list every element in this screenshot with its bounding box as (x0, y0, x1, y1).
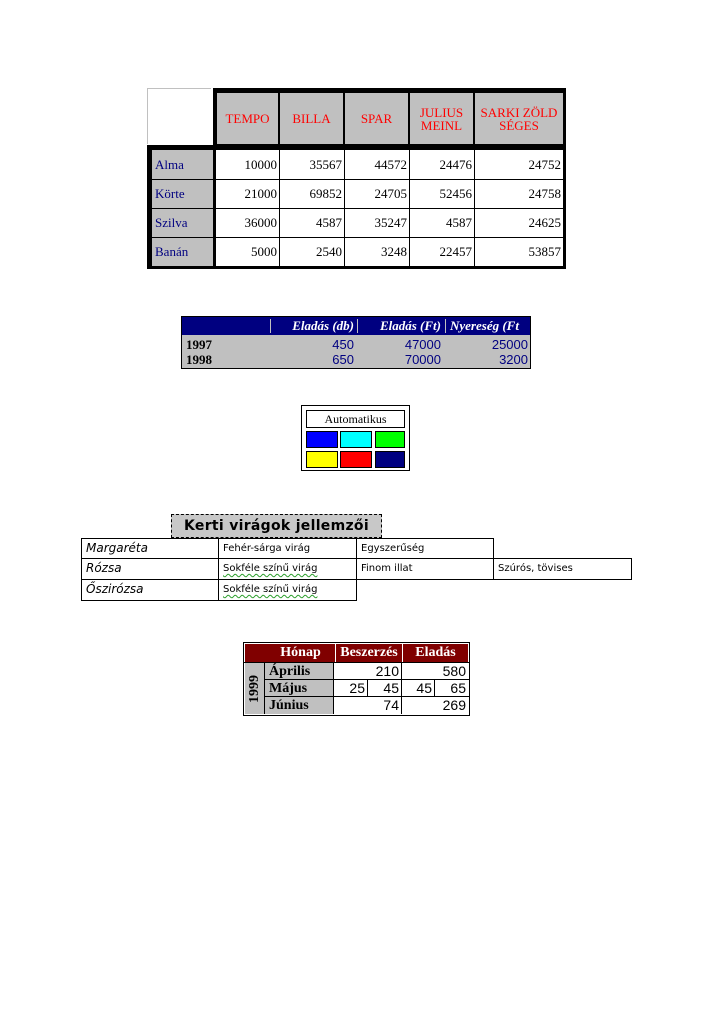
yearly-sales-table (181, 316, 531, 369)
table-cell: 650 (332, 352, 354, 367)
flower-table-title: Kerti virágok jellemzői (171, 514, 382, 538)
yearly-sales-header (182, 317, 530, 335)
flower-cell (218, 579, 357, 601)
table-cell: 21000 (216, 180, 279, 208)
column-header-julius-meinl: JULIUS MEINL (410, 93, 473, 144)
table-cell: 47000 (404, 337, 441, 352)
table-cell: 53857 (475, 238, 563, 266)
table-cell: 22457 (410, 238, 474, 266)
column-header-eladas-ft: Eladás (Ft) (379, 318, 441, 333)
row-year-1997: 1997 (186, 337, 212, 352)
table-cell: 3248 (345, 238, 409, 266)
swatch-yellow[interactable] (306, 451, 338, 468)
monthly-table (243, 642, 470, 716)
table-cell: 5000 (216, 238, 279, 266)
store-header-row (213, 88, 566, 145)
month-may: Május (265, 680, 334, 697)
row-header-alma: Alma (152, 150, 213, 179)
table-cell: 24752 (475, 150, 563, 179)
table-cell: 269 (442, 697, 466, 713)
table-cell: 45 (383, 680, 399, 696)
flower-name-cell: Őszirózsa (81, 579, 219, 601)
flower-cell: Finom illat (356, 558, 494, 580)
row-year-1998: 1998 (186, 352, 212, 367)
flower-cell (218, 558, 357, 580)
table-cell: 36000 (216, 209, 279, 237)
table-cell: 70000 (404, 352, 441, 367)
store-table-body (147, 145, 566, 269)
table-cell: 4587 (410, 209, 474, 237)
flower-name-cell: Rózsa (81, 558, 219, 580)
column-header-sarki-zoldseges: SARKI ZÖLDSÉGES (475, 93, 563, 144)
table-cell: 69852 (280, 180, 344, 208)
table-cell: 450 (332, 337, 354, 352)
year-cell (245, 663, 265, 714)
column-header-eladas-db: Eladás (db) (292, 318, 354, 333)
table-cell: 3200 (499, 352, 528, 367)
flower-cell: Egyszerűség (356, 538, 494, 559)
column-header-honap: Hónap (280, 645, 321, 660)
month-june: Június (265, 697, 334, 714)
column-header-spar: SPAR (345, 93, 408, 144)
swatch-red[interactable] (340, 451, 372, 468)
row-header-szilva: Szilva (152, 209, 213, 237)
table-cell: 45 (416, 680, 432, 696)
table-cell: 10000 (216, 150, 279, 179)
flower-name-cell: Margaréta (81, 538, 219, 559)
flower-cell-text: Sokféle színű virág (223, 584, 318, 595)
table-cell: 35247 (345, 209, 409, 237)
table-cell: 4587 (280, 209, 344, 237)
table-cell: 24758 (475, 180, 563, 208)
flower-cell: Fehér-sárga virág (218, 538, 357, 559)
flower-cell-text: Sokféle színű virág (223, 563, 318, 574)
table-cell: 24705 (345, 180, 409, 208)
column-header-billa: BILLA (280, 93, 343, 144)
flower-cell: Szúrós, tövises (493, 558, 632, 580)
table-cell: 210 (375, 663, 399, 679)
table-cell: 24625 (475, 209, 563, 237)
table-cell: 25 (349, 680, 365, 696)
automatic-color-button[interactable]: Automatikus (306, 410, 405, 428)
table-cell: 2540 (280, 238, 344, 266)
column-header-eladas: Eladás (415, 645, 456, 660)
swatch-cyan[interactable] (340, 431, 372, 448)
month-april: Április (265, 663, 334, 680)
table-cell: 52456 (410, 180, 474, 208)
swatch-green[interactable] (375, 431, 405, 448)
row-header-banan: Banán (152, 238, 213, 266)
table-cell: 65 (450, 680, 466, 696)
table-cell: 25000 (491, 337, 528, 352)
swatch-navy[interactable] (375, 451, 405, 468)
monthly-header-row (245, 644, 468, 662)
table-cell: 35567 (280, 150, 344, 179)
table-corner-cell (147, 88, 211, 144)
table-cell: 24476 (410, 150, 474, 179)
row-header-korte: Körte (152, 180, 213, 208)
column-header-tempo: TEMPO (217, 93, 278, 144)
column-header-beszerzes: Beszerzés (340, 645, 398, 660)
year-label: 1999 (246, 674, 262, 703)
table-cell: 74 (383, 697, 399, 713)
table-cell: 580 (442, 663, 466, 679)
color-palette (301, 405, 410, 471)
table-cell: 44572 (345, 150, 409, 179)
swatch-blue[interactable] (306, 431, 338, 448)
column-header-nyereseg: Nyereség (Ft (450, 318, 519, 333)
